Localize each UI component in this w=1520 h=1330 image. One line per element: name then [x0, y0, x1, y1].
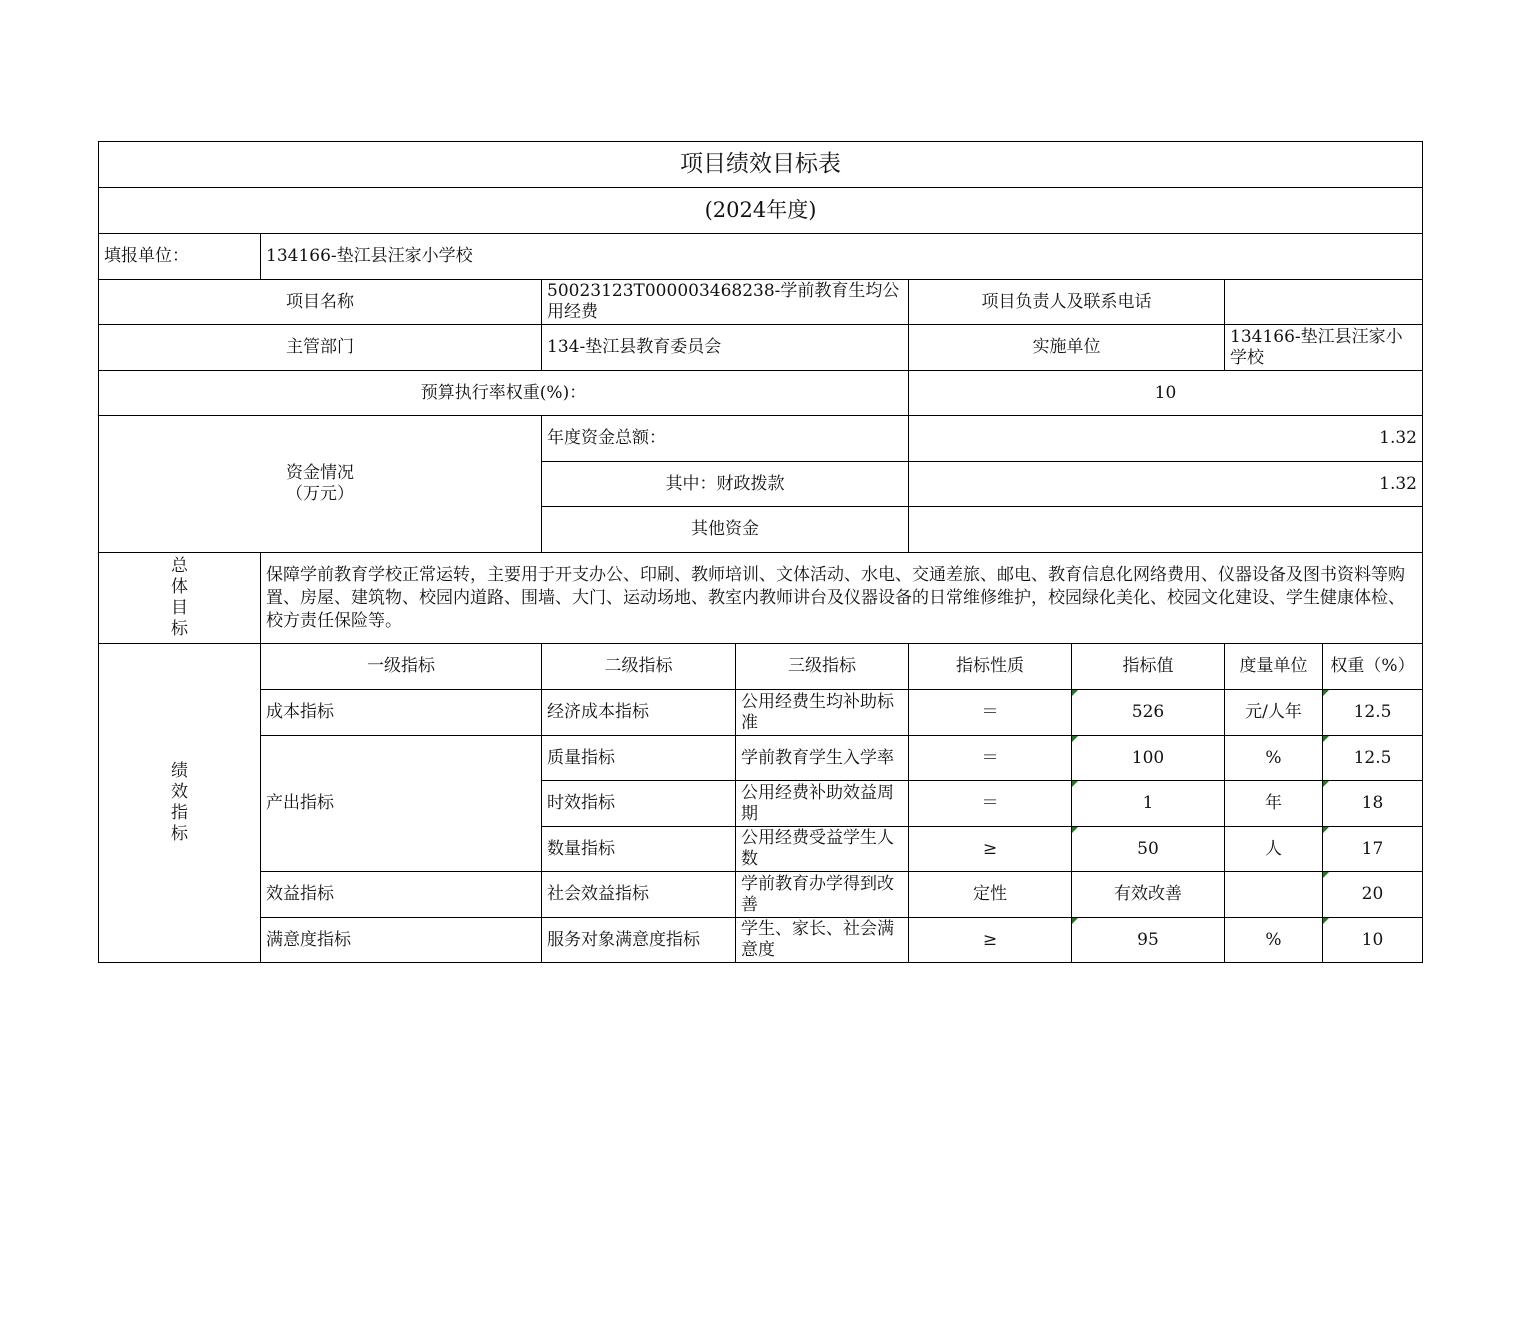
indicator-char: 效 — [171, 782, 188, 802]
funds-fiscal-label: 其中：财政拨款 — [542, 462, 909, 507]
level1-satisfaction: 满意度指标 — [261, 918, 542, 963]
level3-cell: 公用经费补助效益周期 — [736, 781, 909, 827]
funds-total-label: 年度资金总额： — [542, 416, 909, 462]
value-cell: 95 — [1072, 918, 1225, 963]
header-level1: 一级指标 — [261, 644, 542, 690]
level3-cell: 公用经费生均补助标准 — [736, 690, 909, 736]
level1-output: 产出指标 — [261, 736, 542, 872]
indicator-char: 绩 — [171, 761, 188, 781]
project-owner-value — [1225, 280, 1423, 325]
level2-cell: 时效指标 — [542, 781, 736, 827]
weight-cell: 12.5 — [1323, 690, 1423, 736]
project-owner-label: 项目负责人及联系电话 — [909, 280, 1225, 325]
value-cell: 1 — [1072, 781, 1225, 827]
unit-cell: % — [1225, 918, 1323, 963]
indicator-char: 标 — [171, 824, 188, 844]
table-row — [99, 918, 1423, 963]
nature-cell: ≥ — [909, 918, 1072, 963]
funds-label-line2: （万元） — [286, 484, 354, 504]
weight-cell: 17 — [1323, 827, 1423, 872]
weight-cell: 12.5 — [1323, 736, 1423, 781]
unit-label: 填报单位： — [99, 234, 261, 280]
performance-target-table — [98, 141, 1423, 963]
indicators-label — [99, 644, 261, 963]
value-cell: 50 — [1072, 827, 1225, 872]
unit-cell: % — [1225, 736, 1323, 781]
funds-label-line1: 资金情况 — [286, 463, 354, 483]
funds-other-value — [909, 507, 1423, 553]
goal-char: 目 — [171, 598, 188, 618]
goal-char: 总 — [171, 556, 188, 576]
dept-value: 134-垫江县教育委员会 — [542, 325, 909, 371]
unit-cell: 人 — [1225, 827, 1323, 872]
level2-cell: 经济成本指标 — [542, 690, 736, 736]
header-unit: 度量单位 — [1225, 644, 1323, 690]
nature-cell: ＝ — [909, 781, 1072, 827]
level2-cell: 服务对象满意度指标 — [542, 918, 736, 963]
level3-cell: 学生、家长、社会满意度 — [736, 918, 909, 963]
value-cell: 526 — [1072, 690, 1225, 736]
year-subtitle: (2024年度) — [99, 188, 1423, 234]
level2-cell: 数量指标 — [542, 827, 736, 872]
indicator-char: 指 — [171, 803, 188, 823]
header-weight: 权重（%） — [1323, 644, 1423, 690]
level2-cell: 质量指标 — [542, 736, 736, 781]
value-cell: 100 — [1072, 736, 1225, 781]
table-row — [99, 690, 1423, 736]
weight-cell: 18 — [1323, 781, 1423, 827]
funds-label — [99, 416, 542, 553]
impl-unit-value: 134166-垫江县汪家小学校 — [1225, 325, 1423, 371]
header-value: 指标值 — [1072, 644, 1225, 690]
level3-cell: 学前教育办学得到改善 — [736, 872, 909, 918]
goal-char: 标 — [171, 619, 188, 639]
header-nature: 指标性质 — [909, 644, 1072, 690]
nature-cell: ＝ — [909, 690, 1072, 736]
unit-cell: 年 — [1225, 781, 1323, 827]
dept-label: 主管部门 — [99, 325, 542, 371]
page-title: 项目绩效目标表 — [99, 142, 1423, 188]
project-name-value: 50023123T000003468238-学前教育生均公用经费 — [542, 280, 909, 325]
project-name-label: 项目名称 — [99, 280, 542, 325]
level3-cell: 学前教育学生入学率 — [736, 736, 909, 781]
unit-value: 134166-垫江县汪家小学校 — [261, 234, 1423, 280]
budget-weight-value: 10 — [909, 371, 1423, 416]
level2-cell: 社会效益指标 — [542, 872, 736, 918]
unit-cell: 元/人年 — [1225, 690, 1323, 736]
value-cell: 有效改善 — [1072, 872, 1225, 918]
funds-other-label: 其他资金 — [542, 507, 909, 553]
table-row — [99, 736, 1423, 781]
impl-unit-label: 实施单位 — [909, 325, 1225, 371]
funds-fiscal-value: 1.32 — [909, 462, 1423, 507]
header-level3: 三级指标 — [736, 644, 909, 690]
overall-goal-label — [99, 553, 261, 644]
weight-cell: 20 — [1323, 872, 1423, 918]
overall-goal-text: 保障学前教育学校正常运转，主要用于开支办公、印刷、教师培训、文体活动、水电、交通差旅、邮电、教育信息化网络费用、仪器设备及图书资料等购置、房屋、建筑物、校园内道路、围墙、大门、运动场地、教室内教师讲台及仪器设备的日常维修维护，校园绿化美化、校园文化建设、学生健康体检、校方责任保险等。 — [261, 553, 1423, 644]
nature-cell: ≥ — [909, 827, 1072, 872]
level1-benefit: 效益指标 — [261, 872, 542, 918]
weight-cell: 10 — [1323, 918, 1423, 963]
nature-cell: ＝ — [909, 736, 1072, 781]
budget-weight-label: 预算执行率权重(%)： — [99, 371, 909, 416]
level3-cell: 公用经费受益学生人数 — [736, 827, 909, 872]
nature-cell: 定性 — [909, 872, 1072, 918]
header-level2: 二级指标 — [542, 644, 736, 690]
unit-cell — [1225, 872, 1323, 918]
level1-cost: 成本指标 — [261, 690, 542, 736]
goal-char: 体 — [171, 577, 188, 597]
funds-total-value: 1.32 — [909, 416, 1423, 462]
table-row — [99, 872, 1423, 918]
